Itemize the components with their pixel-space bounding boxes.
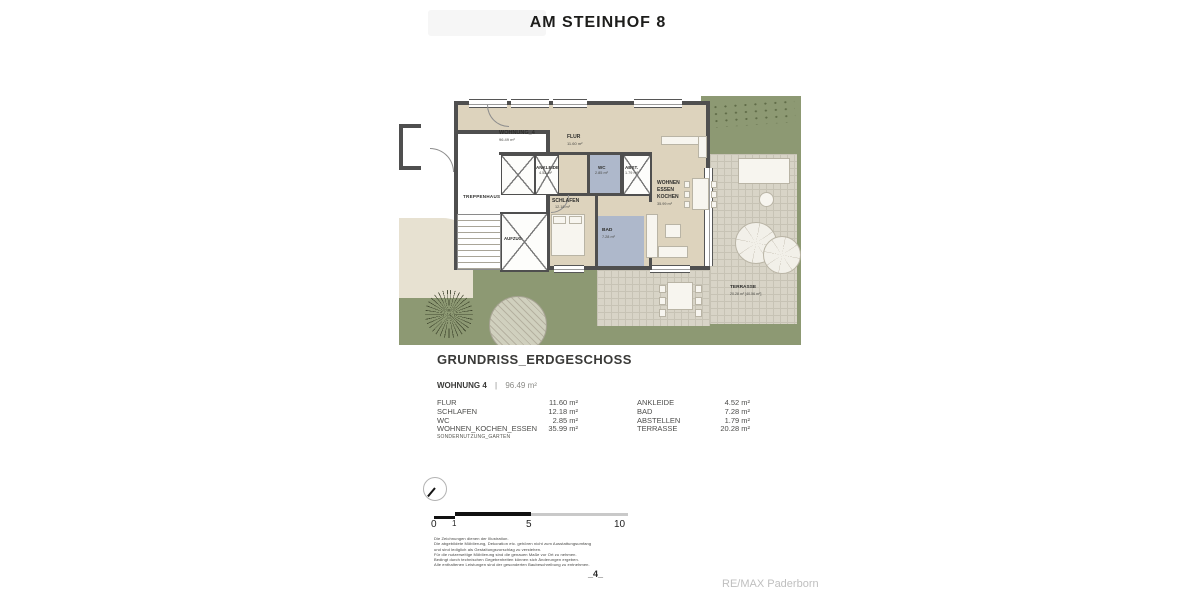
row-label: WOHNEN_KOCHEN_ESSEN: [437, 424, 538, 434]
row-value: 20.28 m²: [720, 424, 750, 434]
window: [553, 99, 587, 108]
sofa: [658, 246, 688, 258]
row-label: ABSTELLEN: [637, 415, 681, 425]
dining-table: [692, 178, 709, 210]
tree: [489, 296, 547, 345]
terrace-floor: [597, 270, 710, 326]
room-label-terrasse: TERRASSE: [730, 285, 757, 290]
room-area-abstellen: 1.79 m²: [625, 171, 638, 175]
outdoor-chair: [659, 285, 666, 293]
room-area-bad: 7.28 m²: [602, 235, 615, 239]
scale-bar: [431, 511, 628, 533]
chair: [684, 191, 690, 198]
floor-plan-drawing: [399, 96, 801, 345]
room-label-ankleide: ANKLEIDE: [536, 165, 560, 170]
room-label-bad: BAD: [602, 228, 613, 233]
row-label: BAD: [637, 406, 653, 416]
remax-watermark: RE/MAX Paderborn: [722, 578, 819, 590]
row-value: 11.60 m²: [548, 398, 578, 407]
terrace-door: [650, 265, 690, 273]
room-label-wohnen: WOHNEN: [657, 180, 680, 186]
lounge-sofa: [738, 158, 790, 184]
disclaimer-line: Alle enthaltenen Leistungen sind der gesonderten Baubeschreibung zu entnehmen.: [434, 562, 590, 568]
room-label-wohnung: WOHNUNG_4: [499, 130, 535, 136]
room-area-wohnung: 96.49 m²: [499, 137, 515, 142]
window: [511, 99, 549, 108]
outdoor-chair: [659, 309, 666, 317]
garden-shrubs: [710, 98, 795, 128]
room-label-essen: ESSEN: [657, 187, 674, 193]
room-label-kochen: KOCHEN: [657, 194, 679, 200]
room-area-terrasse: 20.28 m² [40.56 m²]: [730, 292, 762, 296]
compass-needle: [427, 487, 436, 497]
outdoor-chair: [659, 297, 666, 305]
room-label-treppenhaus: TREPPENHAUS: [463, 194, 501, 199]
outdoor-table: [667, 282, 693, 310]
row-label: SCHLAFEN: [437, 406, 478, 416]
disclaimer-line: Die abgebildete Möblierung, Dekoration etc. gehören nicht zum Ausstattungsumfang: [434, 541, 592, 547]
side-table: [759, 192, 774, 207]
page-number: _4_: [588, 569, 604, 579]
north-arrow: [423, 477, 447, 501]
table-footnote: SONDERNUTZUNG_GARTEN: [437, 434, 511, 440]
room-label-flur: FLUR: [567, 134, 581, 140]
disclaimer-line: Für die nutzerseitige Möblierung sind die genauen Maße vor Ort zu nehmen.: [434, 551, 577, 557]
section-heading: GRUNDRISS_ERDGESCHOSS: [437, 352, 632, 367]
pillow: [569, 216, 582, 224]
room-label-abstellen: ABST.: [625, 165, 639, 170]
row-value: 4.52 m²: [724, 398, 750, 407]
scale-segment: [455, 512, 531, 516]
table-row: [437, 425, 578, 434]
chair: [711, 201, 717, 208]
page-title: AM STEINHOF 8: [529, 14, 667, 31]
room-area-wc: 2.85 m²: [595, 171, 608, 175]
closet: [501, 155, 535, 195]
room-area-wohnen: 35.99 m²: [657, 202, 672, 206]
row-value: 2.85 m²: [552, 415, 578, 425]
outdoor-chair: [695, 297, 702, 305]
scale-label: 5: [526, 519, 532, 530]
row-value: 12.18 m²: [548, 406, 578, 416]
kitchen-counter: [698, 136, 707, 158]
scale-label: 1: [452, 519, 457, 528]
chair: [711, 191, 717, 198]
disclaimer-line: und sind lediglich als Gestaltungsvorschlag zu verstehen.: [434, 546, 542, 552]
shrub: [425, 290, 473, 338]
area-table-left: [437, 399, 578, 434]
disclaimer-line: Die Zeichnungen dienen der Illustration.: [434, 536, 509, 541]
room-label-aufzug: AUFZUG: [504, 236, 522, 241]
sofa: [646, 214, 658, 258]
table-row: [637, 425, 750, 434]
row-value: 35.99 m²: [548, 424, 578, 434]
outdoor-chair: [695, 309, 702, 317]
row-label: FLUR: [437, 398, 457, 407]
storage-closet: [623, 155, 651, 195]
staircase: [457, 214, 501, 270]
room-label-schlafen: SCHLAFEN: [552, 198, 580, 204]
window: [634, 99, 682, 108]
outdoor-chair: [695, 285, 702, 293]
room-label-wc: WC: [598, 165, 606, 170]
row-label: WC: [437, 415, 450, 425]
unit-area: 96.49 m²: [505, 381, 537, 390]
wall: [399, 166, 421, 170]
row-label: ANKLEIDE: [637, 398, 675, 407]
elevator-shaft: [500, 212, 549, 272]
disclaimer-text: [434, 536, 591, 568]
coffee-table: [665, 224, 681, 238]
room-area-flur: 11.60 m²: [567, 141, 583, 146]
chair: [711, 181, 717, 188]
pillow: [553, 216, 566, 224]
scale-label: 10: [614, 519, 626, 530]
separator: |: [495, 381, 498, 390]
wicker-chair: [763, 236, 801, 274]
row-label: TERRASSE: [637, 424, 678, 434]
row-value: 1.79 m²: [724, 415, 750, 425]
window: [554, 265, 584, 273]
scale-label: 0: [431, 519, 437, 530]
chair: [684, 201, 690, 208]
unit-name: WOHNUNG 4: [437, 381, 487, 390]
closet: [535, 155, 559, 195]
chair: [684, 181, 690, 188]
wall: [399, 124, 403, 170]
bathroom-floor: [598, 216, 644, 266]
disclaimer-line: Bedingt durch technischen Gegebenheiten können sich Änderungen ergeben.: [434, 557, 579, 563]
row-value: 7.28 m²: [724, 406, 750, 416]
unit-summary: [437, 381, 537, 390]
scale-segment: [531, 513, 628, 516]
room-area-ankleide: 4.52 m²: [539, 171, 552, 175]
area-table-right: [637, 399, 750, 434]
room-area-schlafen: 12.18 m²: [555, 205, 570, 209]
